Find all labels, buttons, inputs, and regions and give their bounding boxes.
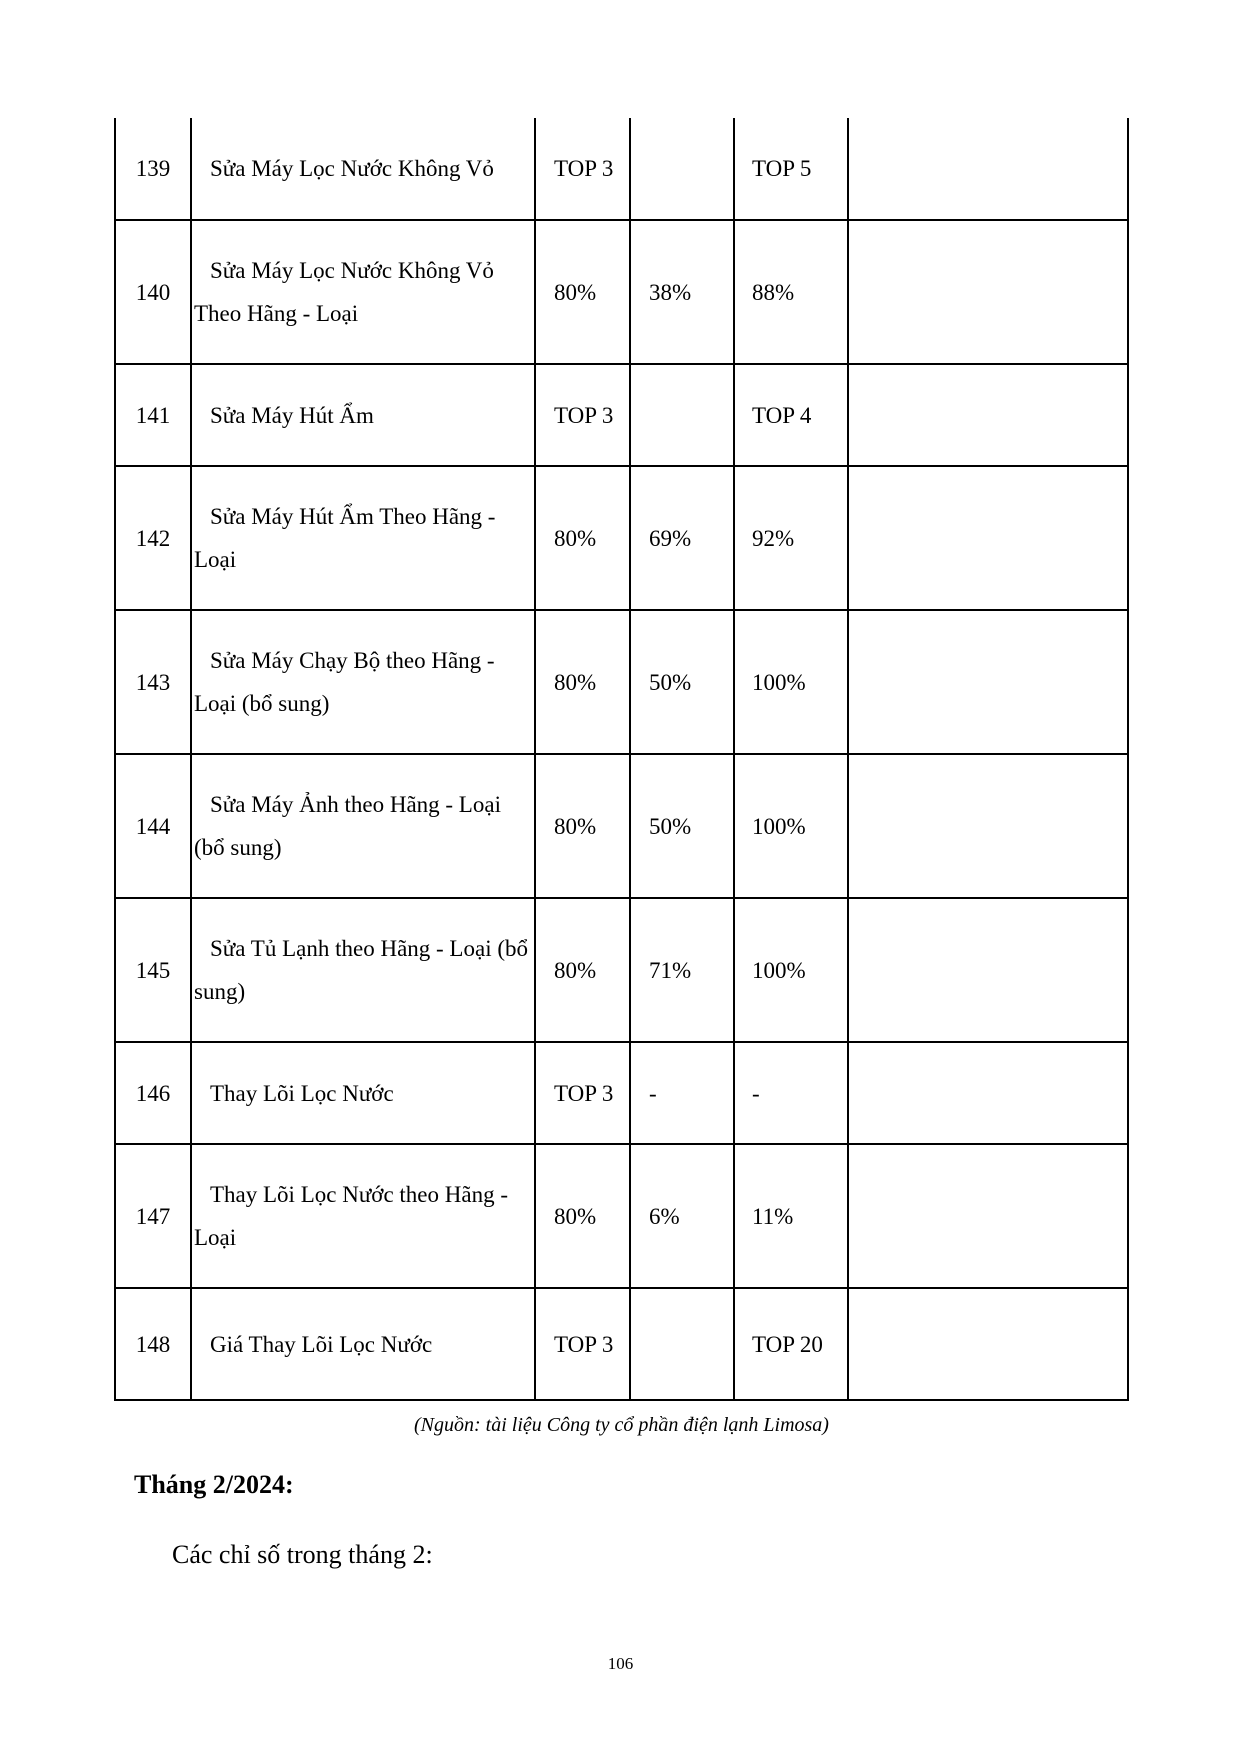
row-value-2: 38% xyxy=(630,220,734,364)
page-number: 106 xyxy=(607,1654,634,1673)
row-value-3: 88% xyxy=(734,220,848,364)
row-value-3: 100% xyxy=(734,610,848,754)
source-note: (Nguồn: tài liệu Công ty cổ phần điện lạnh Limosa) xyxy=(414,1414,829,1436)
row-value-3: TOP 20 xyxy=(734,1288,848,1400)
row-name: Sửa Máy Chạy Bộ theo Hãng - Loại (bổ sung) xyxy=(191,610,535,754)
row-name: Thay Lõi Lọc Nước theo Hãng - Loại xyxy=(191,1144,535,1288)
table-row xyxy=(115,118,1128,220)
row-name: Sửa Tủ Lạnh theo Hãng - Loại (bổ sung) xyxy=(191,898,535,1042)
row-note xyxy=(848,1144,1128,1288)
row-value-2: 71% xyxy=(630,898,734,1042)
row-number: 139 xyxy=(115,118,191,220)
row-number: 145 xyxy=(115,898,191,1042)
row-number: 141 xyxy=(115,364,191,466)
row-name: Sửa Máy Lọc Nước Không Vỏ xyxy=(191,118,535,220)
row-name: Sửa Máy Ảnh theo Hãng - Loại (bổ sung) xyxy=(191,754,535,898)
table-row xyxy=(115,1144,1128,1288)
row-note xyxy=(848,610,1128,754)
table-row xyxy=(115,610,1128,754)
row-value-1: TOP 3 xyxy=(535,364,630,466)
row-value-3: TOP 4 xyxy=(734,364,848,466)
row-note xyxy=(848,466,1128,610)
row-note xyxy=(848,1288,1128,1400)
row-note xyxy=(848,1042,1128,1144)
row-value-1: 80% xyxy=(535,1144,630,1288)
row-value-2 xyxy=(630,1288,734,1400)
row-value-2 xyxy=(630,118,734,220)
kpi-table xyxy=(114,118,1129,1401)
row-value-3: 11% xyxy=(734,1144,848,1288)
row-value-3: 100% xyxy=(734,898,848,1042)
row-number: 144 xyxy=(115,754,191,898)
row-note xyxy=(848,898,1128,1042)
row-name: Giá Thay Lõi Lọc Nước xyxy=(191,1288,535,1400)
row-value-3: 92% xyxy=(734,466,848,610)
row-name: Sửa Máy Lọc Nước Không Vỏ Theo Hãng - Loại xyxy=(191,220,535,364)
row-value-2: 69% xyxy=(630,466,734,610)
row-value-2: 50% xyxy=(630,754,734,898)
table-row xyxy=(115,1042,1128,1144)
row-name: Sửa Máy Hút Ẩm Theo Hãng - Loại xyxy=(191,466,535,610)
row-number: 148 xyxy=(115,1288,191,1400)
row-note xyxy=(848,364,1128,466)
row-value-3: TOP 5 xyxy=(734,118,848,220)
row-value-1: TOP 3 xyxy=(535,118,630,220)
table-row xyxy=(115,220,1128,364)
table-row xyxy=(115,466,1128,610)
row-note xyxy=(848,220,1128,364)
row-number: 146 xyxy=(115,1042,191,1144)
row-value-3: 100% xyxy=(734,754,848,898)
row-value-2: 6% xyxy=(630,1144,734,1288)
table-row xyxy=(115,1288,1128,1400)
row-value-2: - xyxy=(630,1042,734,1144)
row-name: Sửa Máy Hút Ẩm xyxy=(191,364,535,466)
row-number: 142 xyxy=(115,466,191,610)
row-value-1: TOP 3 xyxy=(535,1042,630,1144)
row-note xyxy=(848,118,1128,220)
row-value-1: 80% xyxy=(535,220,630,364)
row-value-1: TOP 3 xyxy=(535,1288,630,1400)
row-value-2: 50% xyxy=(630,610,734,754)
table-row xyxy=(115,898,1128,1042)
row-number: 140 xyxy=(115,220,191,364)
row-value-3: - xyxy=(734,1042,848,1144)
row-name: Thay Lõi Lọc Nước xyxy=(191,1042,535,1144)
row-number: 143 xyxy=(115,610,191,754)
row-value-1: 80% xyxy=(535,898,630,1042)
row-value-1: 80% xyxy=(535,610,630,754)
section-heading: Tháng 2/2024: xyxy=(134,1470,294,1499)
row-value-2 xyxy=(630,364,734,466)
table-row xyxy=(115,364,1128,466)
row-note xyxy=(848,754,1128,898)
row-value-1: 80% xyxy=(535,466,630,610)
row-number: 147 xyxy=(115,1144,191,1288)
body-paragraph: Các chỉ số trong tháng 2: xyxy=(172,1540,433,1569)
row-value-1: 80% xyxy=(535,754,630,898)
table-row xyxy=(115,754,1128,898)
